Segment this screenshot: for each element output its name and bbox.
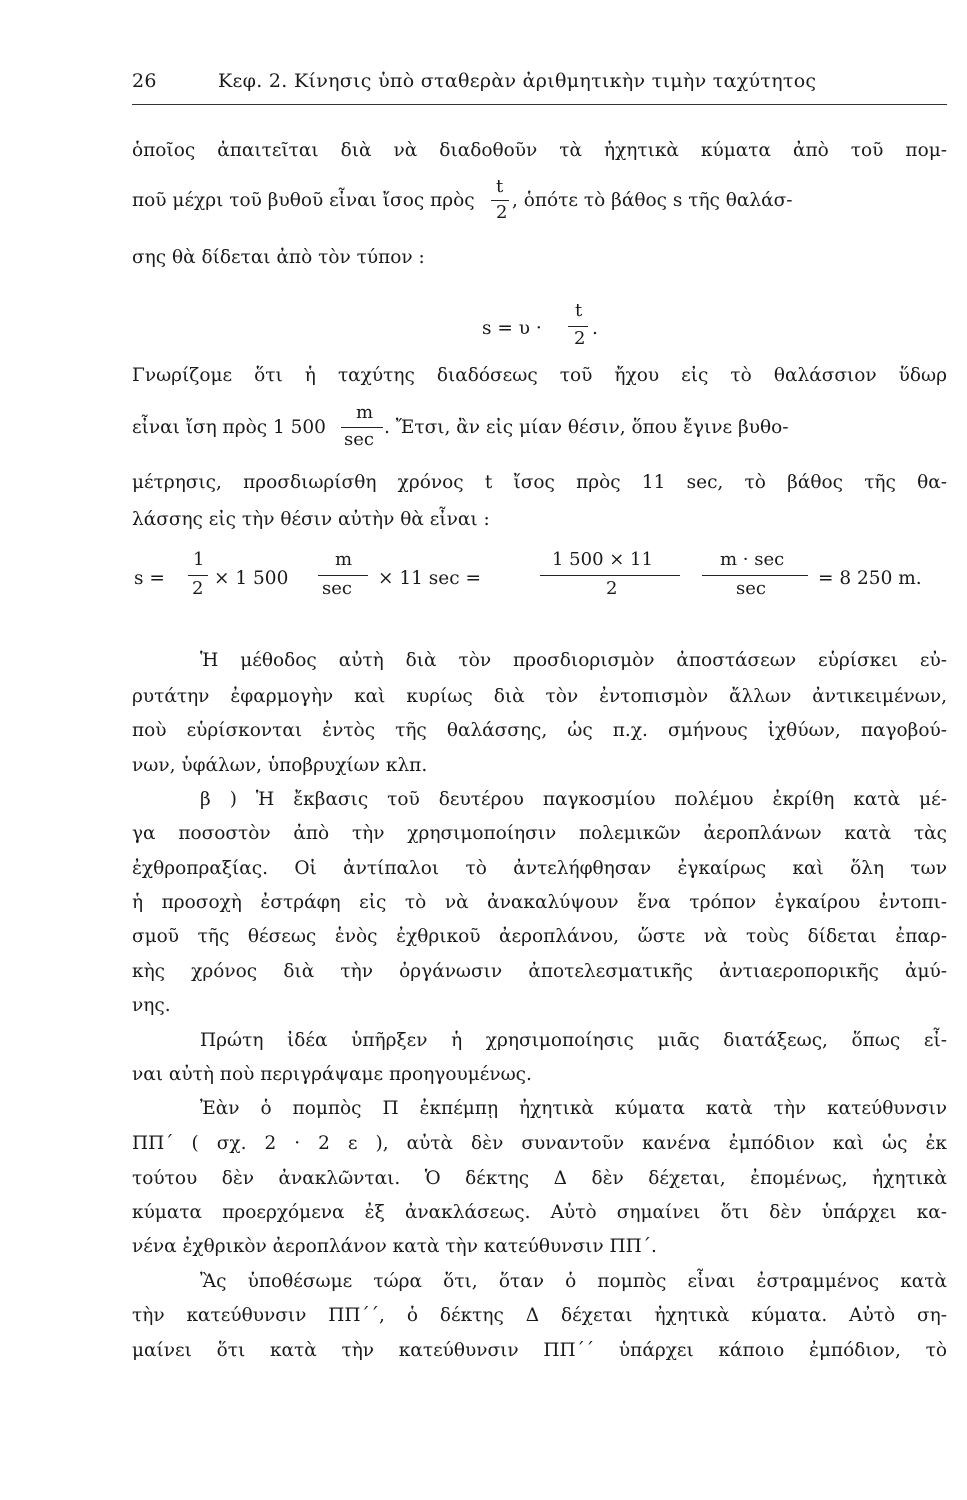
formula-term: × 11 sec = bbox=[378, 568, 481, 589]
text-line: νένα ἐχθρικὸν ἀεροπλάνον κατὰ τὴν κατεύθυνσιν ΠΠ΄. bbox=[132, 1236, 657, 1257]
fraction-bar bbox=[341, 427, 383, 428]
text-line: Πρώτη ἰδέα ὑπῆρξεν ἡ χρησιμοποίησις μιᾶς διατάξεως, ὅπως εἶ- bbox=[200, 1030, 947, 1051]
text-line: κύματα προερχόμενα ἐξ ἀνακλάσεως. Αὐτὸ σημαίνει ὅτι δὲν ὑπάρχει κα- bbox=[132, 1202, 947, 1223]
text-line: μέτρησις, προσδιωρίσθη χρόνος t ἴσος πρὸς 11 sec, τὸ βάθος τῆς θα- bbox=[132, 472, 947, 493]
formula-end: . bbox=[592, 318, 598, 339]
fraction-bar bbox=[318, 575, 368, 576]
fraction-numerator: m bbox=[356, 402, 374, 423]
fraction-numerator: 1 bbox=[193, 549, 205, 570]
text-line: σμοῦ τῆς θέσεως ἑνὸς ἐχθρικοῦ ἀεροπλάνου, ὥστε νὰ τοὺς δίδεται ἐπαρ- bbox=[132, 926, 947, 947]
fraction-denominator: 2 bbox=[574, 328, 586, 349]
fraction-bar bbox=[491, 200, 509, 201]
formula-result: = 8 250 m. bbox=[818, 568, 922, 589]
text-line: γα ποσοστὸν ἀπὸ τὴν χρησιμοποίησιν πολεμικῶν ἀεροπλάνων κατὰ τὰς bbox=[132, 823, 947, 844]
text-line: λάσσης εἰς τὴν θέσιν αὐτὴν θὰ εἶναι : bbox=[132, 509, 490, 530]
text-line-fragment: , ὁπότε τὸ βάθος s τῆς θαλάσ- bbox=[512, 190, 793, 211]
text-line-fragment: ποῦ μέχρι τοῦ βυθοῦ εἶναι ἴσος πρὸς bbox=[132, 190, 475, 211]
text-line: ὁποῖος ἀπαιτεῖται διὰ νὰ διαδοθοῦν τὰ ἠχητικὰ κύματα ἀπὸ τοῦ πομ- bbox=[132, 140, 947, 161]
text-line: β ) Ἡ ἔκβασις τοῦ δευτέρου παγκοσμίου πολέμου ἐκρίθη κατὰ μέ- bbox=[200, 789, 947, 810]
formula-lhs: s = bbox=[134, 568, 165, 589]
header-rule bbox=[132, 104, 947, 105]
fraction-numerator: t bbox=[496, 176, 504, 197]
text-line: Ἂς ὑποθέσωμε τώρα ὅτι, ὅταν ὁ πομπὸς εἶναι ἐστραμμένος κατὰ bbox=[200, 1271, 947, 1292]
fraction-numerator: m · sec bbox=[720, 549, 785, 570]
text-line-fragment: εἶναι ἴση πρὸς 1 500 bbox=[132, 417, 326, 438]
text-line: ἐχθροπραξίας. Οἱ ἀντίπαλοι τὸ ἀντελήφθησαν ἐγκαίρως καὶ ὅλη των bbox=[132, 858, 947, 879]
fraction-denominator: 2 bbox=[606, 578, 618, 599]
formula-term: × 1 500 bbox=[214, 568, 289, 589]
fraction-denominator: sec bbox=[736, 578, 766, 599]
text-line: Ἡ μέθοδος αὐτὴ διὰ τὸν προσδιορισμὸν ἀποστάσεων εὑρίσκει εὐ- bbox=[200, 650, 947, 671]
text-line: τὴν κατεύθυνσιν ΠΠ΄΄, ὁ δέκτης Δ δέχεται ἠχητικὰ κύματα. Αὐτὸ ση- bbox=[132, 1305, 947, 1326]
text-line: Ἐὰν ὁ πομπὸς Π ἐκπέμπῃ ἠχητικὰ κύματα κατὰ τὴν κατεύθυνσιν bbox=[200, 1098, 947, 1119]
text-line: μαίνει ὅτι κατὰ τὴν κατεύθυνσιν ΠΠ΄΄ ὑπάρχει κάποιο ἐμπόδιον, τὸ bbox=[132, 1340, 947, 1361]
text-line: ναι αὐτὴ ποὺ περιγράψαμε προηγουμένως. bbox=[132, 1064, 532, 1085]
fraction-bar bbox=[568, 326, 588, 327]
fraction-denominator: 2 bbox=[192, 578, 204, 599]
text-line: Γνωρίζομε ὅτι ἡ ταχύτης διαδόσεως τοῦ ἤχου εἰς τὸ θαλάσσιον ὕδωρ bbox=[132, 365, 947, 386]
fraction-denominator: sec bbox=[322, 578, 352, 599]
fraction-numerator: m bbox=[335, 549, 353, 570]
chapter-title: Κεφ. 2. Κίνησις ὑπὸ σταθερὰν ἀριθμητικὴν τιμὴν ταχύτητος bbox=[218, 70, 817, 92]
text-line: νων, ὑφάλων, ὑποβρυχίων κλπ. bbox=[132, 755, 428, 776]
text-line: κὴς χρόνος διὰ τὴν ὀργάνωσιν ἀποτελεσματικῆς ἀντιαεροπορικῆς ἀμύ- bbox=[132, 961, 947, 982]
text-line: ἡ προσοχὴ ἐστράφη εἰς τὸ νὰ ἀνακαλύψουν ἕνα τρόπον ἐγκαίρου ἐντοπι- bbox=[132, 892, 947, 913]
fraction-denominator: sec bbox=[344, 429, 374, 450]
text-line-fragment: . Ἔτσι, ἂν εἰς μίαν θέσιν, ὅπου ἔγινε βυθο- bbox=[384, 417, 789, 438]
formula-lhs: s = υ · bbox=[482, 318, 542, 339]
text-line: ποὺ εὑρίσκονται ἐντὸς τῆς θαλάσσης, ὡς π.χ. σμήνους ἰχθύων, παγοβού- bbox=[132, 720, 947, 741]
text-line: ΠΠ΄ ( σχ. 2 · 2 ε ), αὐτὰ δὲν συναντοῦν κανένα ἐμπόδιον καὶ ὡς ἐκ bbox=[132, 1133, 947, 1154]
text-line: σης θὰ δίδεται ἀπὸ τὸν τύπον : bbox=[132, 247, 425, 268]
text-line: τούτου δὲν ἀνακλῶνται. Ὁ δέκτης Δ δὲν δέχεται, ἐπομένως, ἠχητικὰ bbox=[132, 1168, 947, 1189]
fraction-numerator: 1 500 × 11 bbox=[552, 549, 653, 570]
page-number: 26 bbox=[132, 70, 157, 92]
fraction-bar bbox=[702, 575, 808, 576]
fraction-bar bbox=[540, 575, 680, 576]
fraction-bar bbox=[188, 575, 208, 576]
fraction-numerator: t bbox=[575, 300, 583, 321]
text-line: νης. bbox=[132, 995, 171, 1016]
fraction-denominator: 2 bbox=[496, 202, 508, 223]
text-line: ρυτάτην ἐφαρμογὴν καὶ κυρίως διὰ τὸν ἐντοπισμὸν ἄλλων ἀντικειμένων, bbox=[132, 686, 947, 707]
